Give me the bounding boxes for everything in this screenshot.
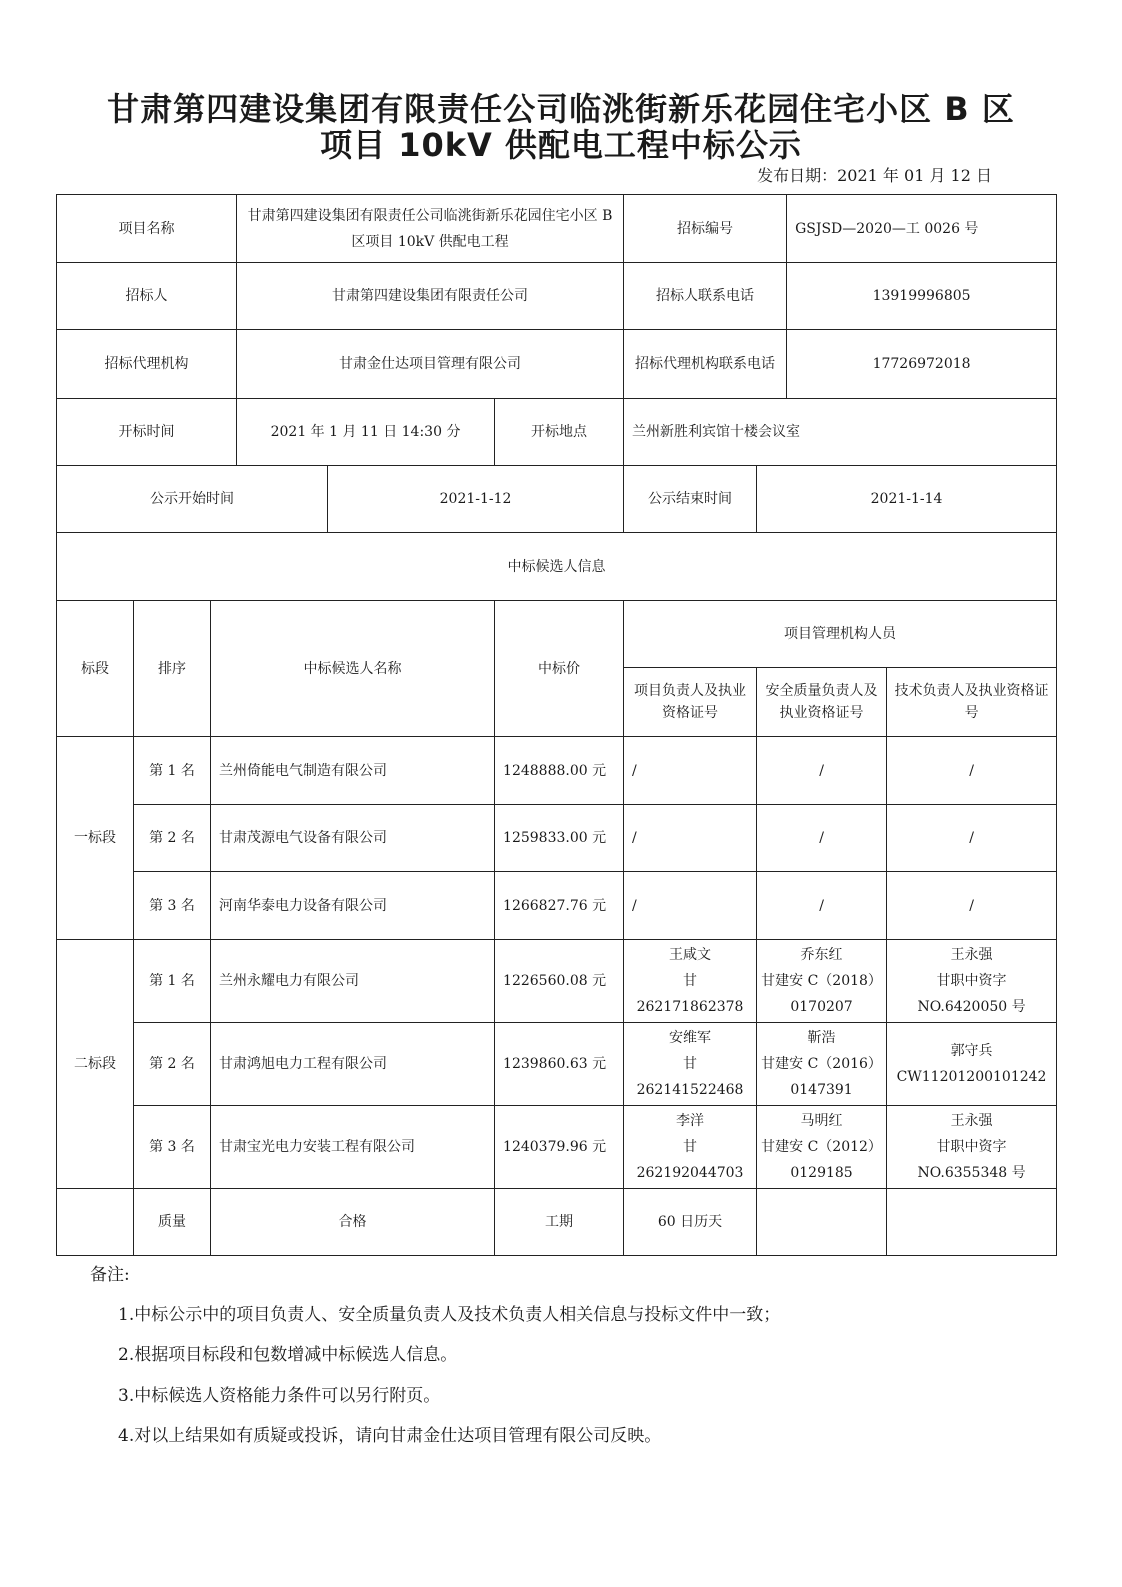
open-time-label: 开标时间 <box>57 399 237 466</box>
tenderer-phone-label: 招标人联系电话 <box>624 263 787 330</box>
tech-cert-no: NO.6355348 号 <box>917 1165 1026 1181</box>
tech-cell: / <box>887 737 1057 805</box>
note-item-2: 2.根据项目标段和包数增减中标候选人信息。 <box>118 1345 458 1365</box>
safety-cell: / <box>757 872 887 940</box>
tech-cert-no: NO.6420050 号 <box>917 999 1026 1015</box>
rank: 第 2 名 <box>134 1023 211 1106</box>
notes-label: 备注: <box>90 1265 130 1285</box>
safety-cell: / <box>757 737 887 805</box>
candidate-name: 甘肃宝光电力安装工程有限公司 <box>211 1106 495 1189</box>
candidate-name: 河南华泰电力设备有限公司 <box>211 872 495 940</box>
rank: 第 1 名 <box>134 940 211 1023</box>
agency-phone: 17726972018 <box>787 330 1057 399</box>
section2-label: 二标段 <box>57 940 134 1189</box>
col-tech-header: 技术负责人及执业资格证号 <box>887 668 1057 737</box>
tech-cert: 甘职中资字 <box>936 1139 1007 1155</box>
table-row <box>57 1106 1057 1189</box>
safety-cert-no: 0129185 <box>790 1165 853 1181</box>
col-price-header: 中标价 <box>495 601 624 737</box>
safety-cert: 甘建安 C（2012） <box>761 1139 882 1155</box>
note-item-1: 1.中标公示中的项目负责人、安全质量负责人及技术负责人相关信息与投标文件中一致； <box>118 1305 781 1325</box>
pm-cell <box>624 1023 757 1106</box>
pm-cert: 甘 262192044703 <box>636 1139 744 1181</box>
col-safety-header: 安全质量负责人及执业资格证号 <box>757 668 887 737</box>
safety-cell <box>757 940 887 1023</box>
tenderer-label: 招标人 <box>57 263 237 330</box>
open-place: 兰州新胜利宾馆十楼会议室 <box>624 399 1057 466</box>
document-title-line1: 甘肃第四建设集团有限责任公司临洮街新乐花园住宅小区 B 区 <box>107 90 1015 128</box>
candidates-header: 中标候选人信息 <box>57 533 1057 601</box>
tech-name: 王永强 <box>950 947 993 963</box>
candidate-name: 兰州倚能电气制造有限公司 <box>211 737 495 805</box>
note-item-4: 4.对以上结果如有质疑或投诉，请向甘肃金仕达项目管理有限公司反映。 <box>118 1426 662 1446</box>
project-name: 甘肃第四建设集团有限责任公司临洮街新乐花园住宅小区 B 区项目 10kV 供配电工程 <box>237 195 624 263</box>
pm-cell: / <box>624 872 757 940</box>
tech-cell: / <box>887 872 1057 940</box>
tech-cell <box>887 1023 1057 1106</box>
pm-cell <box>624 1106 757 1189</box>
rank: 第 3 名 <box>134 872 211 940</box>
col-rank-header: 排序 <box>134 601 211 737</box>
bid-price: 1226560.08 元 <box>495 940 624 1023</box>
pm-cert: 甘 262171862378 <box>636 973 744 1015</box>
notice-end-label: 公示结束时间 <box>624 466 757 533</box>
quality-value: 合格 <box>211 1189 495 1256</box>
table-row <box>57 805 1057 872</box>
blank-cell <box>757 1189 887 1256</box>
quality-label: 质量 <box>134 1189 211 1256</box>
document-title-line2: 项目 10kV 供配电工程中标公示 <box>320 126 802 164</box>
bid-price: 1240379.96 元 <box>495 1106 624 1189</box>
pm-cell: / <box>624 737 757 805</box>
project-name-label: 项目名称 <box>57 195 237 263</box>
tech-name: 王永强 <box>950 1113 993 1129</box>
candidate-name: 甘肃茂源电气设备有限公司 <box>211 805 495 872</box>
award-table <box>56 194 1057 1256</box>
tech-cert: 甘职中资字 <box>936 973 1007 989</box>
rank: 第 3 名 <box>134 1106 211 1189</box>
candidate-name: 甘肃鸿旭电力工程有限公司 <box>211 1023 495 1106</box>
table-row <box>57 872 1057 940</box>
pm-cell: / <box>624 805 757 872</box>
agency: 甘肃金仕达项目管理有限公司 <box>237 330 624 399</box>
pm-cert: 甘 262141522468 <box>636 1056 744 1098</box>
pm-name: 安维军 <box>669 1030 712 1046</box>
safety-name: 靳浩 <box>807 1030 836 1046</box>
safety-cell <box>757 1023 887 1106</box>
safety-cell: / <box>757 805 887 872</box>
open-place-label: 开标地点 <box>495 399 624 466</box>
tech-cell <box>887 940 1057 1023</box>
notes <box>90 1260 130 1285</box>
rank: 第 2 名 <box>134 805 211 872</box>
safety-name: 马明红 <box>800 1113 843 1129</box>
agency-label: 招标代理机构 <box>57 330 237 399</box>
bid-price: 1239860.63 元 <box>495 1023 624 1106</box>
tender-no-label: 招标编号 <box>624 195 787 263</box>
col-pm-header: 项目负责人及执业资格证号 <box>624 668 757 737</box>
rank: 第 1 名 <box>134 737 211 805</box>
bid-price: 1259833.00 元 <box>495 805 624 872</box>
safety-cert-no: 0170207 <box>790 999 853 1015</box>
safety-name: 乔东红 <box>800 947 843 963</box>
pm-cell <box>624 940 757 1023</box>
safety-cert: 甘建安 C（2016） <box>761 1056 882 1072</box>
safety-cell <box>757 1106 887 1189</box>
table-row <box>57 1023 1057 1106</box>
table-row <box>57 737 1057 805</box>
tech-name: 郭守兵 <box>950 1043 993 1059</box>
pm-name: 李洋 <box>676 1113 705 1129</box>
blank-cell <box>887 1189 1057 1256</box>
notice-start-label: 公示开始时间 <box>57 466 328 533</box>
safety-cert-no: 0147391 <box>790 1082 853 1098</box>
open-time: 2021 年 1 月 11 日 14:30 分 <box>237 399 495 466</box>
tenderer-phone: 13919996805 <box>787 263 1057 330</box>
candidate-name: 兰州永耀电力有限公司 <box>211 940 495 1023</box>
notice-start: 2021-1-12 <box>328 466 624 533</box>
col-staff-header: 项目管理机构人员 <box>624 601 1057 668</box>
tech-cell: / <box>887 805 1057 872</box>
tech-cell <box>887 1106 1057 1189</box>
period-value: 60 日历天 <box>624 1189 757 1256</box>
section1-label: 一标段 <box>57 737 134 940</box>
notice-end: 2021-1-14 <box>757 466 1057 533</box>
tech-cert: CW11201200101242 <box>896 1069 1047 1085</box>
blank-cell <box>57 1189 134 1256</box>
pm-name: 王咸文 <box>669 947 712 963</box>
period-label: 工期 <box>495 1189 624 1256</box>
col-section-header: 标段 <box>57 601 134 737</box>
agency-phone-label: 招标代理机构联系电话 <box>624 330 787 399</box>
tenderer: 甘肃第四建设集团有限责任公司 <box>237 263 624 330</box>
tender-no: GSJSD—2020—工 0026 号 <box>787 195 1057 263</box>
note-item-3: 3.中标候选人资格能力条件可以另行附页。 <box>118 1386 441 1406</box>
bid-price: 1266827.76 元 <box>495 872 624 940</box>
col-name-header: 中标候选人名称 <box>211 601 495 737</box>
table-row <box>57 940 1057 1023</box>
safety-cert: 甘建安 C（2018） <box>761 973 882 989</box>
bid-price: 1248888.00 元 <box>495 737 624 805</box>
publish-date: 发布日期：2021 年 01 月 12 日 <box>757 166 992 185</box>
